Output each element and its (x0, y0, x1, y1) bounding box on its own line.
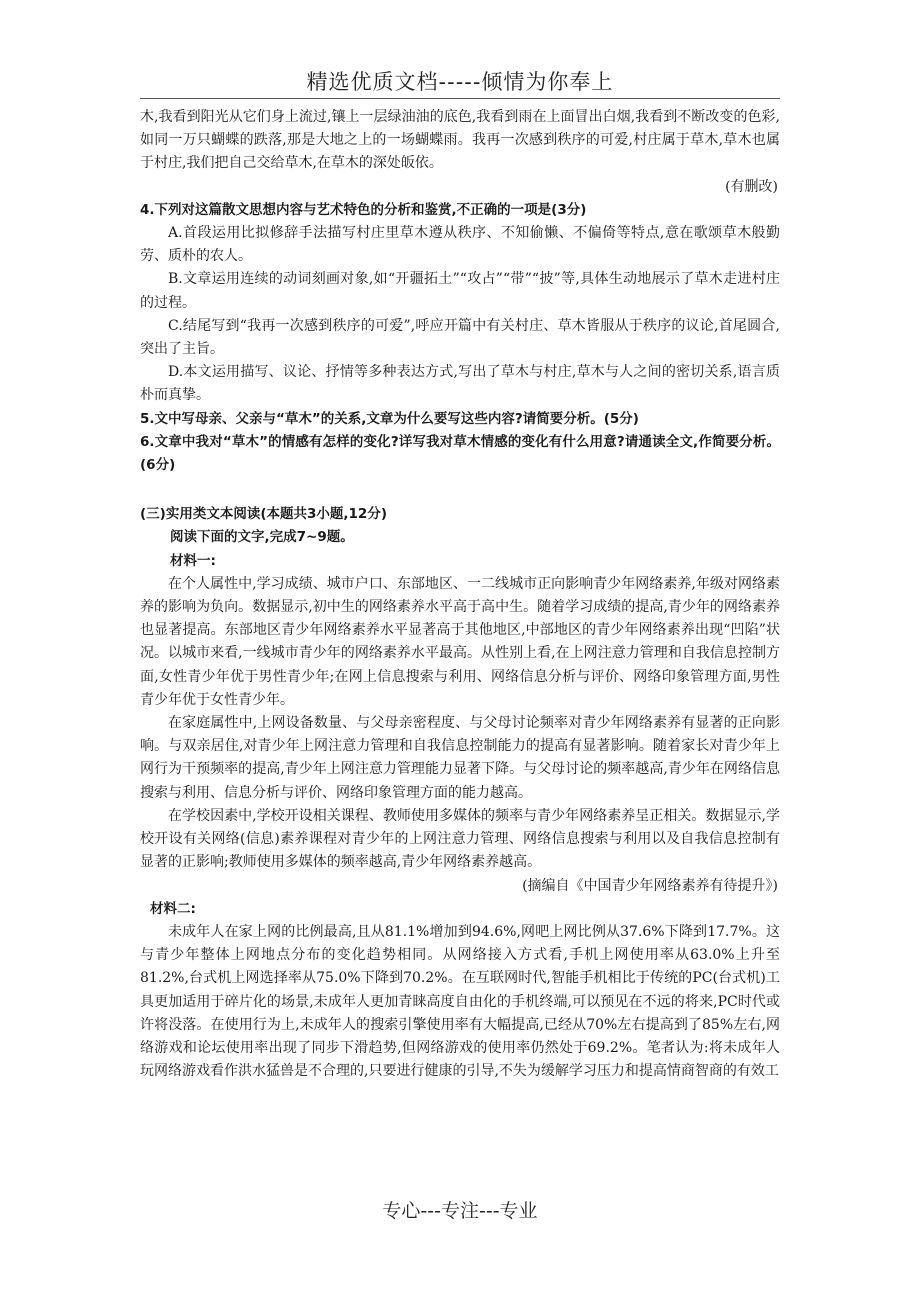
material-1-paragraph-2: 在家庭属性中,上网设备数量、与父母亲密程度、与父母讨论频率对青少年网络素养有显著的正向影响。与双亲居住,对青少年上网注意力管理和自我信息控制能力的提高有显著影响。随着家长对青少年上网行为干预频率的提高,青少年上网注意力管理能力显著下降。与父母讨论的频率越高,青少年在网络信息搜索与利用、信息分析与评价、网络印象管理方面的能力越高。 (140, 715, 780, 801)
question-4-stem: 4.下列对这篇散文思想内容与艺术特色的分析和鉴赏,不正确的一项是(3分) (140, 201, 587, 218)
material-1-label: 材料一: (170, 552, 216, 569)
story-tail-paragraph: 木,我看到阳光从它们身上流过,镶上一层绿油油的底色,我看到雨在上面冒出白烟,我看到不断改变的色彩,如同一万只蝴蝶的跌落,那是大地之上的一场蝴蝶雨。我再一次感到秩序的可爱,村庄属于草木,草木也属于村庄,我们把自己交给草木,在草木的深处皈依。 (140, 109, 780, 172)
document-body (140, 106, 780, 1083)
section-spacer (140, 477, 780, 503)
question-6: 6.文章中我对“草木”的情感有怎样的变化?详写我对草木情感的变化有什么用意?请通读全文,作简要分析。(6分) (140, 433, 780, 474)
question-4-option-c: C.结尾写到“我再一次感到秩序的可爱”,呼应开篇中有关村庄、草木皆服从于秩序的议论,首尾圆合,突出了主旨。 (140, 317, 780, 358)
question-4-option-b: B.文章运用连续的动词刻画对象,如“开疆拓土”“攻占”“带”“披”等,具体生动地展示了草木走进村庄的过程。 (140, 271, 780, 311)
material-2-label: 材料二: (150, 900, 196, 917)
material-1-paragraph-1: 在个人属性中,学习成绩、城市户口、东部地区、一二线城市正向影响青少年网络素养,年级对网络素养的影响为负向。数据显示,初中生的网络素养水平高于高中生。随着学习成绩的提高,青少年的网络素养也显著提高。东部地区青少年网络素养水平显著高于其他地区,中部地区的青少年网络素养出现“凹陷”状况。以城市来看,一线城市青少年的网络素养水平最高。从性别上看,在上网注意力管理和自我信息控制方面,女性青少年优于男性青少年;在网上信息搜索与利用、网络信息分析与评价、网络印象管理方面,男性青少年优于女性青少年。 (140, 575, 780, 708)
question-5: 5.文中写母亲、父亲与“草木”的关系,文章为什么要写这些内容?请简要分析。(5分) (140, 410, 639, 427)
material-2-paragraph-1: 未成年人在家上网的比例最高,且从81.1%增加到94.6%,网吧上网比例从37.6%下降到17.7%。这与青少年整体上网地点分布的变化趋势相同。从网络接入方式看,手机上网使用率从63.0%上升至81.2%,台式机上网选择率从75.0%下降到70.2%。在互联网时代,智能手机相比于传统的PC(台式机)工具更加适用于碎片化的场景,未成年人更加青睐高度自由化的手机终端,可以预见在不远的将来,PC时代或许将没落。在使用行为上,未成年人的搜索引擎使用率有大幅提高,已经从70%左右提高到了85%左右,网络游戏和论坛使用率出现了同步下滑趋势,但网络游戏的使用率仍然处于69.2%。笔者认为:将未成年人玩网络游戏看作洪水猛兽是不合理的,只要进行健康的引导,不失为缓解学习压力和提高情商智商的有效工 (140, 923, 780, 1080)
page-header: 精选优质文档-----倾情为你奉上 (306, 70, 614, 94)
material-1-source: (摘编自《中国青少年网络素养有待提升》) (522, 877, 778, 894)
question-4-option-a: A.首段运用比拟修辞手法描写村庄里草木遵从秩序、不知偷懒、不偏倚等特点,意在歌颂草木般勤劳、质朴的农人。 (140, 225, 780, 265)
section-3-instruction: 阅读下面的文字,完成7~9题。 (170, 529, 354, 546)
page-footer: 专心---专注---专业 (382, 1200, 538, 1222)
section-3-title: (三)实用类文本阅读(本题共3小题,12分) (140, 506, 387, 523)
story-source: (有删改) (725, 178, 778, 195)
question-4-option-d: D.本文运用描写、议论、抒情等多种表达方式,写出了草木与村庄,草木与人之间的密切关系,语言质朴而真挚。 (140, 364, 780, 404)
header-divider (140, 98, 780, 99)
material-1-paragraph-3: 在学校因素中,学校开设相关课程、教师使用多媒体的频率与青少年网络素养呈正相关。数据显示,学校开设有关网络(信息)素养课程对青少年的上网注意力管理、网络信息搜索与利用以及自我信息控制有显著的正影响;教师使用多媒体的频率越高,青少年网络素养越高。 (140, 807, 780, 871)
